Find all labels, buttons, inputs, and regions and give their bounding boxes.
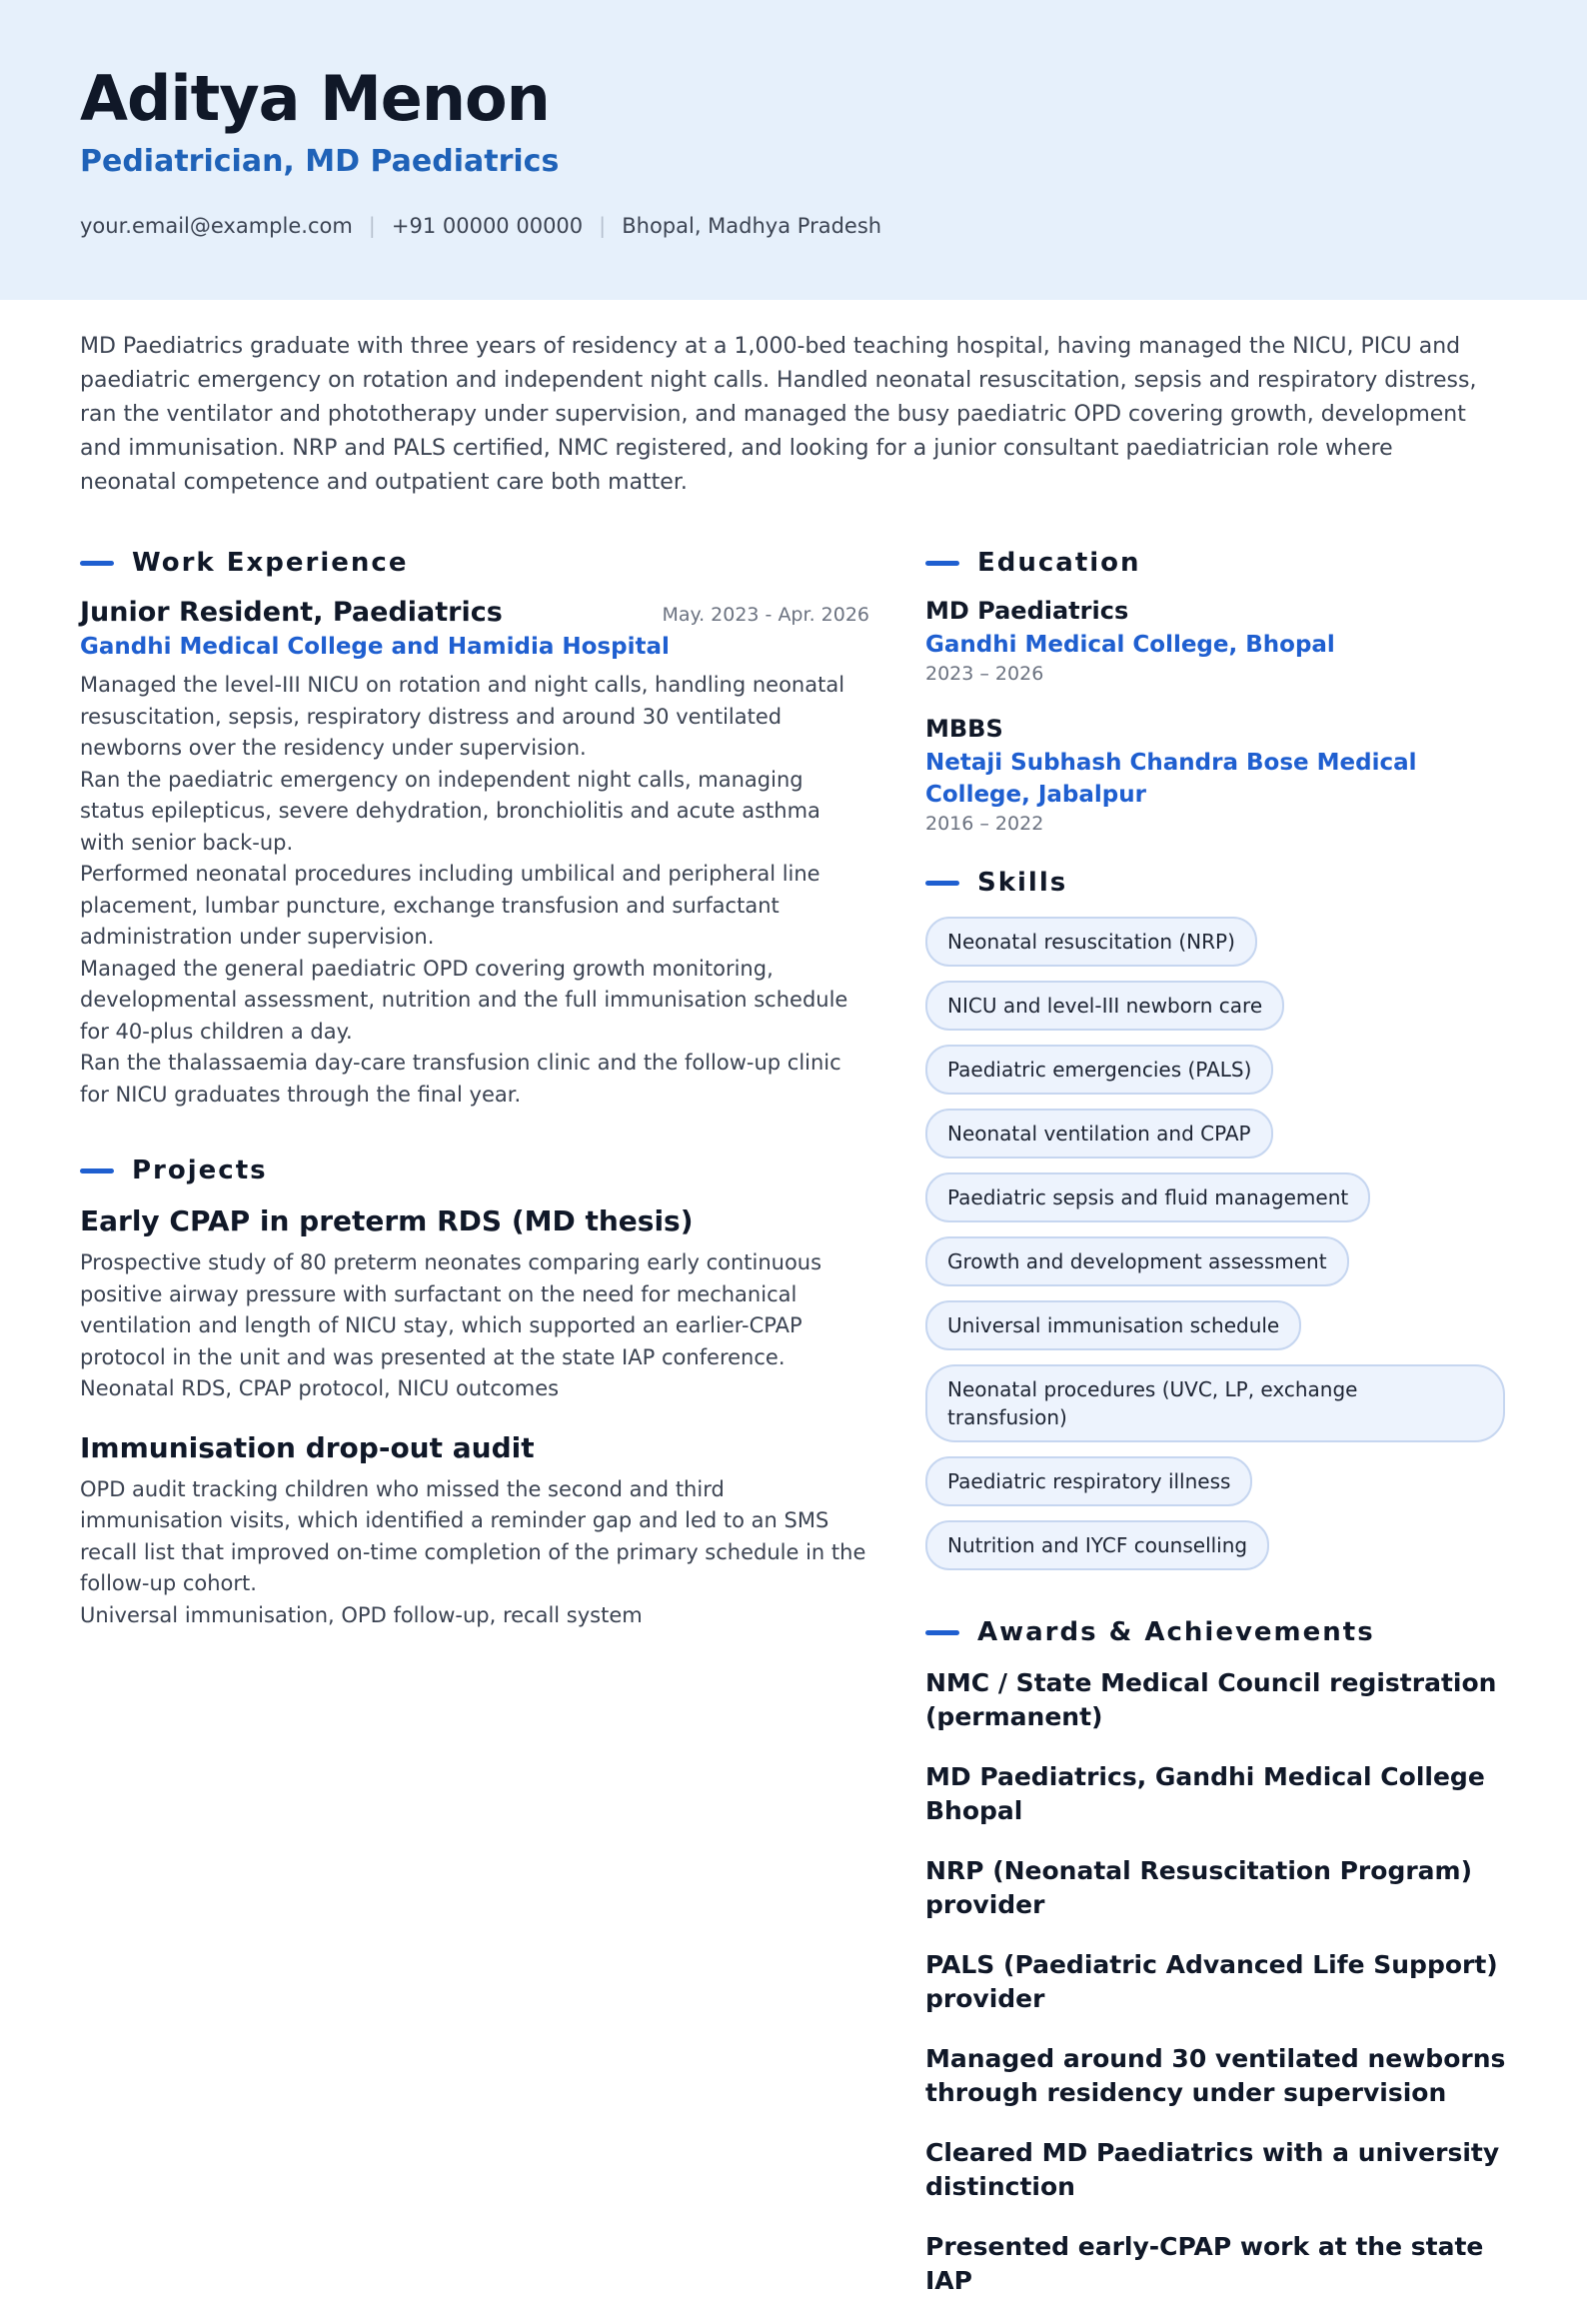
skill-chip: Neonatal ventilation and CPAP	[925, 1109, 1273, 1159]
education-school: Gandhi Medical College, Bhopal	[925, 632, 1335, 658]
projects-section	[80, 1153, 869, 1631]
job-bullet: Managed the general paediatric OPD covering growth monitoring, developmental assessment, nutrition and the full immunisation schedule for 40-plus children a day.	[80, 956, 848, 1044]
education-years: 2023 – 2026	[925, 663, 1044, 685]
skill-chip: Paediatric sepsis and fluid management	[925, 1172, 1370, 1222]
award-item: Cleared MD Paediatrics with a university distinction	[925, 2138, 1500, 2201]
section-heading-label: Skills	[977, 868, 1068, 898]
job-bullet: Managed the level-III NICU on rotation and night calls, handling neonatal resuscitation, sepsis, respiratory distress and around 30 ventilated newborns over the residency under supervision.	[80, 673, 845, 760]
education-degree: MBBS	[925, 715, 1003, 743]
contact-separator: |	[599, 214, 607, 238]
skill-chip: Paediatric respiratory illness	[925, 1456, 1252, 1506]
section-heading	[925, 1614, 1515, 1650]
contact-email[interactable]: your.email@example.com	[80, 214, 353, 238]
job-date: May. 2023 - Apr. 2026	[662, 604, 869, 626]
section-accent-bar	[80, 1168, 114, 1173]
candidate-name: Aditya Menon	[80, 62, 550, 135]
section-accent-bar	[925, 881, 959, 886]
job-entry	[80, 597, 869, 1111]
job-bullet: Performed neonatal procedures including umbilical and peripheral line placement, lumbar puncture, exchange transfusion and surfactant administration under supervision.	[80, 862, 820, 949]
skill-chip: NICU and level-III newborn care	[925, 981, 1284, 1031]
candidate-role: Pediatrician, MD Paediatrics	[80, 144, 560, 179]
section-accent-bar	[925, 561, 959, 566]
section-heading-label: Projects	[132, 1156, 268, 1185]
resume-header	[0, 0, 1587, 300]
contact-phone[interactable]: +91 00000 00000	[391, 214, 584, 238]
job-organization: Gandhi Medical College and Hamidia Hospital	[80, 634, 670, 660]
contact-line	[80, 214, 881, 238]
job-bullet: Ran the thalassaemia day-care transfusion clinic and the follow-up clinic for NICU graduates through the final year.	[80, 1051, 841, 1107]
section-heading	[925, 545, 1515, 581]
award-item: Presented early-CPAP work at the state IAP	[925, 2232, 1484, 2295]
section-heading-label: Education	[977, 548, 1141, 578]
contact-separator: |	[368, 214, 376, 238]
award-item: PALS (Paediatric Advanced Life Support) provider	[925, 1950, 1498, 2013]
project-title: Early CPAP in preterm RDS (MD thesis)	[80, 1204, 694, 1237]
skill-chips	[925, 917, 1515, 1584]
award-item: Managed around 30 ventilated newborns through residency under supervision	[925, 2044, 1506, 2107]
contact-location: Bhopal, Madhya Pradesh	[622, 214, 882, 238]
education-section	[925, 545, 1515, 835]
education-entry	[925, 597, 1515, 685]
education-school: Netaji Subhash Chandra Bose Medical College, Jabalpur	[925, 750, 1417, 808]
left-column	[80, 545, 869, 1631]
skill-chip: Neonatal resuscitation (NRP)	[925, 917, 1257, 967]
section-heading-label: Awards & Achievements	[977, 1617, 1375, 1647]
skills-section	[925, 865, 1515, 1584]
job-title: Junior Resident, Paediatrics	[80, 597, 503, 628]
section-accent-bar	[925, 1630, 959, 1635]
education-years: 2016 – 2022	[925, 813, 1044, 835]
project-entry	[80, 1431, 869, 1632]
profile-summary: MD Paediatrics graduate with three years of residency at a 1,000-bed teaching hospital, having managed the NICU, PICU and paediatric emergency on rotation and independent night calls. Handled neonatal resuscitation, sepsis and respiratory distress, ran the ventilator and phototherapy under supervision, and managed the busy paediatric OPD covering growth, development and immunisation. NRP and PALS certified, NMC registered, and looking for a junior consultant paediatrician role where neonatal competence and outpatient care both matter.	[80, 334, 1477, 495]
project-tags: Universal immunisation, OPD follow-up, recall system	[80, 1602, 643, 1627]
section-accent-bar	[80, 561, 114, 566]
education-entry	[925, 715, 1515, 835]
section-heading	[80, 1153, 869, 1188]
project-description: OPD audit tracking children who missed the second and third immunisation visits, which identified a reminder gap and led to an SMS recall list that improved on-time completion of the primary schedule in the follow-up cohort.	[80, 1476, 866, 1595]
project-entry	[80, 1204, 869, 1405]
education-degree: MD Paediatrics	[925, 597, 1129, 625]
skill-chip: Nutrition and IYCF counselling	[925, 1520, 1269, 1570]
award-item: MD Paediatrics, Gandhi Medical College Bhopal	[925, 1762, 1485, 1825]
skill-chip: Universal immunisation schedule	[925, 1300, 1301, 1350]
skill-chip: Paediatric emergencies (PALS)	[925, 1045, 1273, 1095]
section-heading	[925, 865, 1515, 901]
project-tags: Neonatal RDS, CPAP protocol, NICU outcomes	[80, 1376, 560, 1400]
skill-chip: Neonatal procedures (UVC, LP, exchange transfusion)	[925, 1364, 1505, 1442]
award-item: NRP (Neonatal Resuscitation Program) provider	[925, 1856, 1473, 1919]
award-item: NMC / State Medical Council registration (permanent)	[925, 1668, 1497, 1731]
awards-section	[925, 1614, 1515, 2298]
work-experience-section	[80, 545, 869, 1111]
skill-chip: Growth and development assessment	[925, 1236, 1349, 1286]
project-title: Immunisation drop-out audit	[80, 1430, 535, 1464]
section-heading-label: Work Experience	[132, 548, 409, 578]
job-bullets	[80, 670, 869, 1111]
right-column	[925, 545, 1515, 2324]
section-heading	[80, 545, 869, 581]
project-description: Prospective study of 80 preterm neonates comparing early continuous positive airway pressure with surfactant on the need for mechanical ventilation and length of NICU stay, which supported an earlier-CPAP protocol in the unit and was presented at the state IAP conference.	[80, 1250, 822, 1369]
job-bullet: Ran the paediatric emergency on independent night calls, managing status epilepticus, severe dehydration, bronchiolitis and acute asthma with senior back-up.	[80, 767, 820, 855]
